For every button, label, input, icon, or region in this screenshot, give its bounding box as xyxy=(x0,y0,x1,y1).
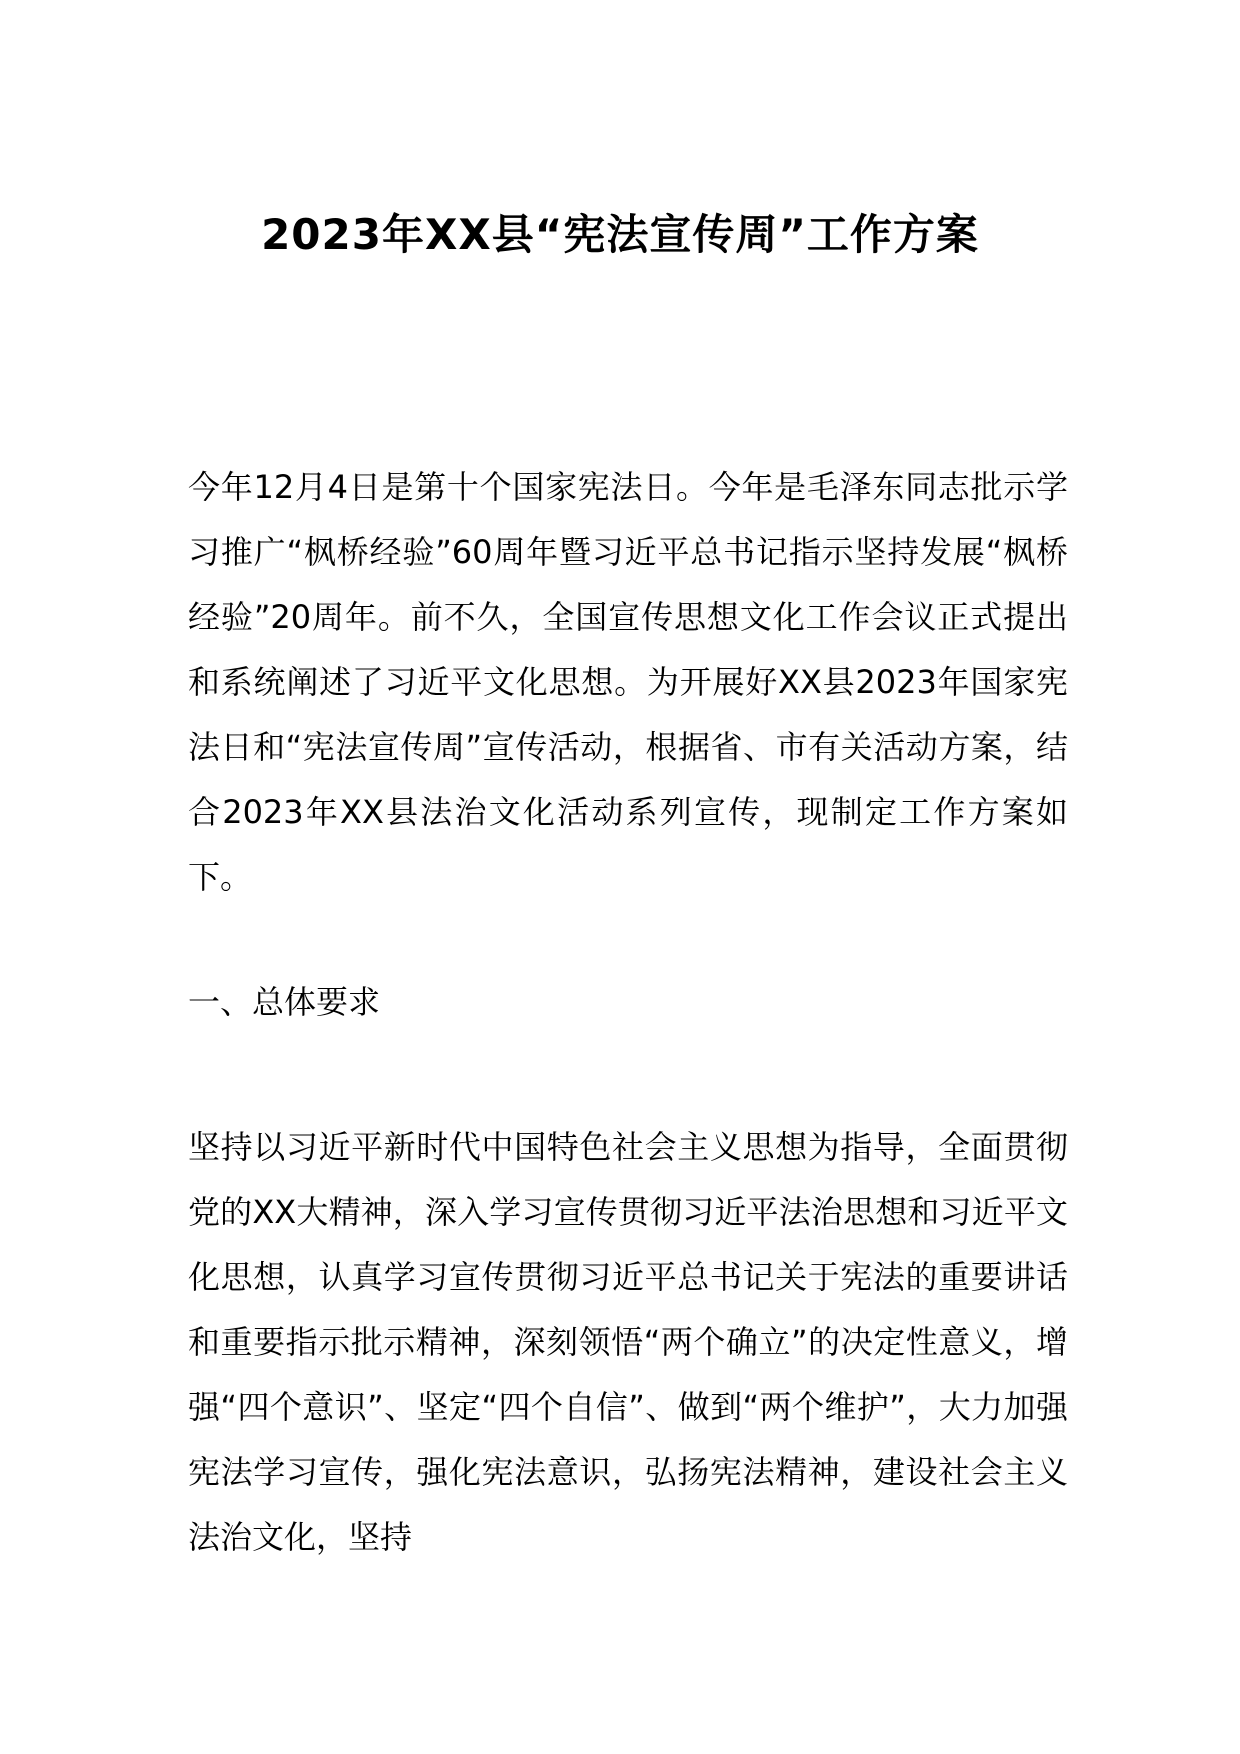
body-paragraph: 坚持以习近平新时代中国特色社会主义思想为指导，全面贯彻党的XX大精神，深入学习宣传贯彻习近平法治思想和习近平文化思想，认真学习宣传贯彻习近平总书记关于宪法的重要讲话和重要指示批示精神，深刻领悟“两个确立”的决定性意义，增强“四个意识”、坚定“四个自信”、做到“两个维护”，大力加强宪法学习宣传，强化宪法意识，弘扬宪法精神，建设社会主义法治文化，坚持 xyxy=(188,1128,1068,1556)
intro-paragraph: 今年12月4日是第十个国家宪法日。今年是毛泽东同志批示学习推广“枫桥经验”60周年暨习近平总书记指示坚持发展“枫桥经验”20周年。前不久，全国宣传思想文化工作会议正式提出和系统阐述了习近平文化思想。为开展好XX县2023年国家宪法日和“宪法宣传周”宣传活动，根据省、市有关活动方案，结合2023年XX县法治文化活动系列宣传，现制定工作方案如下。 xyxy=(188,468,1068,896)
document-title: 2023年XX县“宪法宣传周”工作方案 xyxy=(261,210,979,259)
section-heading-general-requirements: 一、总体要求 xyxy=(188,983,381,1021)
